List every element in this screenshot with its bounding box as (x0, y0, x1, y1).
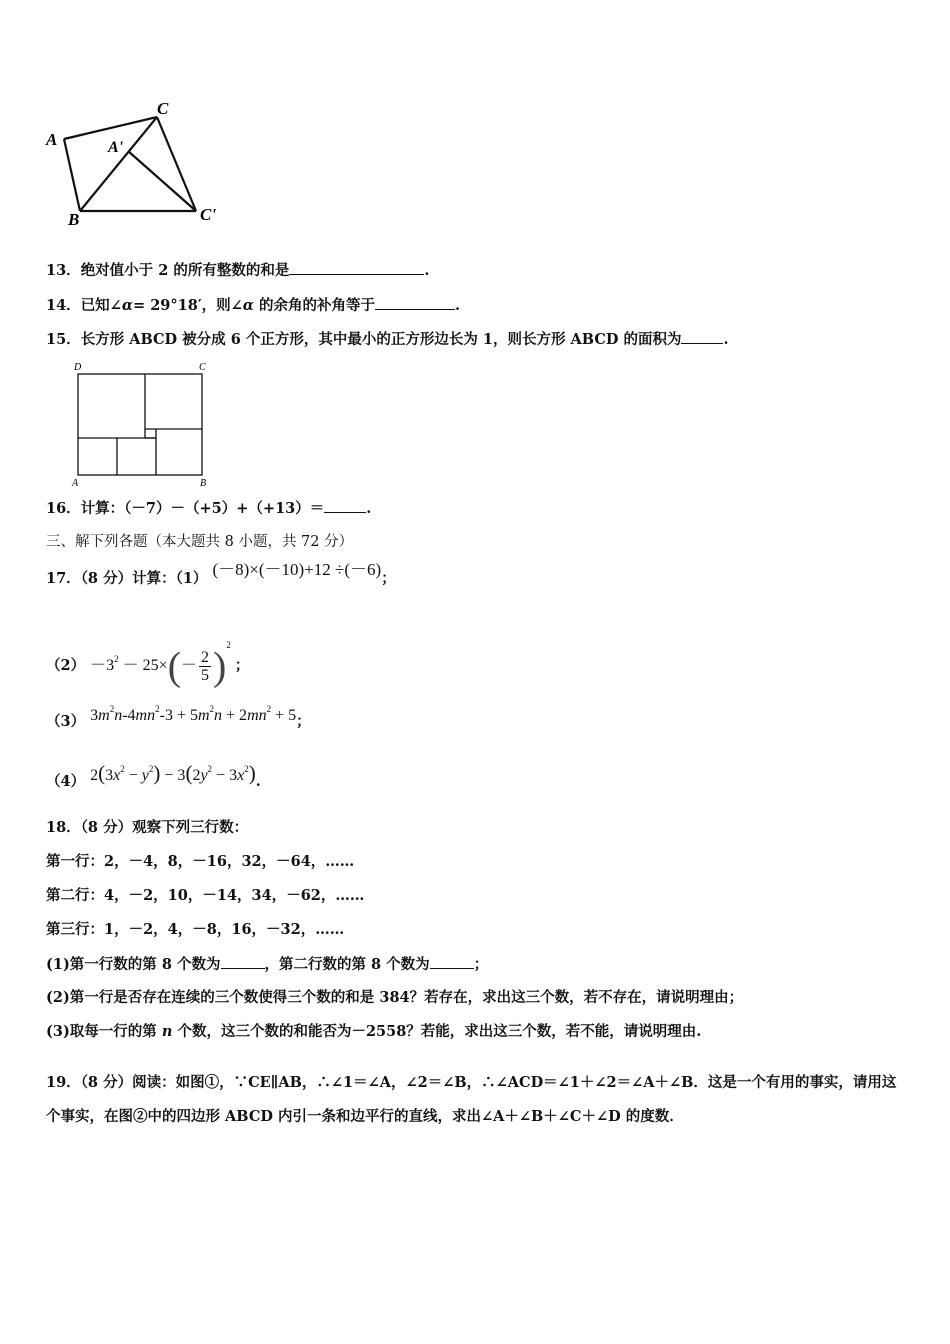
variable-n: n (161, 1023, 173, 1040)
question-17-part-3 (46, 705, 311, 732)
question-13 (46, 260, 429, 281)
sub-question-3 (46, 1022, 701, 1042)
sub-text: ，第二行数的第 8 个数为 (264, 956, 430, 973)
question-number: 16． (46, 500, 81, 517)
label-D: D (74, 362, 82, 373)
punct: ； (473, 956, 489, 973)
row-3: 第三行：1，－2，4，－8，16，－32，…… (46, 921, 345, 938)
question-number: 14． (46, 297, 81, 314)
question-number: 15． (46, 331, 81, 348)
question-text: 计算：（－7）－（+5）+（+13）＝ (80, 500, 325, 517)
paren-left: ( (167, 643, 182, 689)
question-15 (46, 329, 729, 350)
label-A-prime: A' (108, 139, 124, 156)
question-text: 的余角的补角等于 (253, 297, 376, 314)
row-2: 第二行：4，－2，10，－14，34，－62，…… (46, 887, 365, 904)
part-label: （4） (46, 773, 86, 790)
sub-text: 个数，这三个数的和能否为－2558？若能，求出这三个数，若不能，请说明理由. (172, 1023, 702, 1040)
question-text: 已知∠ (80, 297, 122, 314)
part-label: （3） (46, 713, 86, 730)
alpha-symbol: α (242, 297, 254, 314)
expression-3: $3m^2n-4mn^2-3 + 5m^2n + 2mn^2 + 5$ (90, 704, 297, 724)
expression-2: $-3^2 - 25\times(-$ $\frac{2}{5}$ )$^2$ (90, 640, 231, 689)
sub-question-1 (46, 954, 488, 975)
question-18 (46, 818, 248, 838)
answer-blank[interactable] (289, 260, 424, 275)
question-14 (46, 295, 460, 316)
answer-blank[interactable] (681, 329, 723, 344)
figure-rectangle-squares (70, 360, 220, 488)
expr-part: － 25× (122, 657, 168, 674)
question-score: （8 分）观察下列三行数： (80, 819, 249, 836)
question-number: 18． (46, 819, 81, 836)
expr-part: －3 (90, 657, 115, 674)
question-number: 19． (46, 1074, 81, 1091)
row-1: 第一行：2，－4，8，－16，32，－64，…… (46, 853, 355, 870)
label-B: B (200, 478, 207, 488)
label-A: A (72, 478, 79, 488)
section-title: 三、解下列各题（本大题共 8 小题，共 72 分） (46, 534, 354, 550)
punct: . (366, 500, 372, 517)
expr-part: － (181, 657, 198, 674)
sub-text: (1)第一行数的第 8 个数为 (46, 956, 221, 973)
punct: . (255, 773, 261, 790)
denominator: 5 (201, 666, 210, 684)
figure-rotation (40, 95, 240, 230)
question-17-part-2 (46, 620, 249, 691)
paren-right: ) (213, 643, 227, 689)
question-text: 长方形 ABCD 被分成 6 个正方形，其中最小的正方形边长为 1，则长方形 ABCD 的面积为 (80, 331, 682, 348)
question-score: （8 分）计算： (80, 570, 176, 587)
punct: . (455, 297, 461, 314)
punct: ； (296, 713, 311, 730)
expression-4: $2(3x^2 - y^2) - 3(2y^2 - 3x^2)$ (90, 761, 256, 785)
question-text: 如图①，∵CE∥AB，∴∠1＝∠A，∠2＝∠B，∴∠ACD＝∠1＋∠2＝∠A＋∠B．这是一个有用的事实，请用这个事实，在图②中的四边形 ABCD 内引一条和边平行的直线，求出∠A＋∠B＋∠C＋∠D 的度数． (46, 1074, 897, 1125)
question-number: 13． (46, 262, 81, 279)
part-label: （1） (175, 570, 208, 587)
punct: . (723, 331, 729, 348)
label-A: A (46, 130, 58, 149)
sub-question-2: (2)第一行是否存在连续的三个数使得三个数的和是 384？若存在，求出这三个数，若不存在，请说明理由； (46, 989, 744, 1006)
answer-blank[interactable] (430, 954, 474, 969)
section-heading (46, 532, 353, 552)
answer-blank[interactable] (324, 498, 366, 513)
question-text: 绝对值小于 2 的所有整数的和是 (80, 262, 290, 279)
question-text: = 29°18′，则∠ (133, 297, 243, 314)
punct: . (424, 262, 430, 279)
question-17 (46, 560, 396, 589)
question-16 (46, 498, 371, 519)
part-label: （2） (46, 657, 86, 674)
punct: ； (381, 570, 396, 587)
question-19 (46, 1066, 906, 1134)
answer-blank[interactable] (375, 295, 455, 310)
exponent: 2 (114, 654, 119, 664)
alpha-symbol: α (121, 297, 134, 314)
question-score: （8 分）阅读： (80, 1074, 176, 1091)
expression-1: (－8)×(－10)+12 ÷(－6) (212, 560, 382, 579)
sub-text: (3)取每一行的第 (46, 1023, 162, 1040)
label-B: B (68, 210, 80, 229)
label-C-prime: C' (200, 205, 217, 224)
answer-blank[interactable] (221, 954, 265, 969)
question-number: 17． (46, 570, 81, 587)
label-C: C (157, 99, 169, 118)
fraction (199, 649, 211, 684)
question-17-part-4 (46, 761, 261, 792)
label-C: C (199, 362, 206, 373)
punct: ； (234, 657, 250, 674)
numerator: 2 (201, 648, 210, 666)
